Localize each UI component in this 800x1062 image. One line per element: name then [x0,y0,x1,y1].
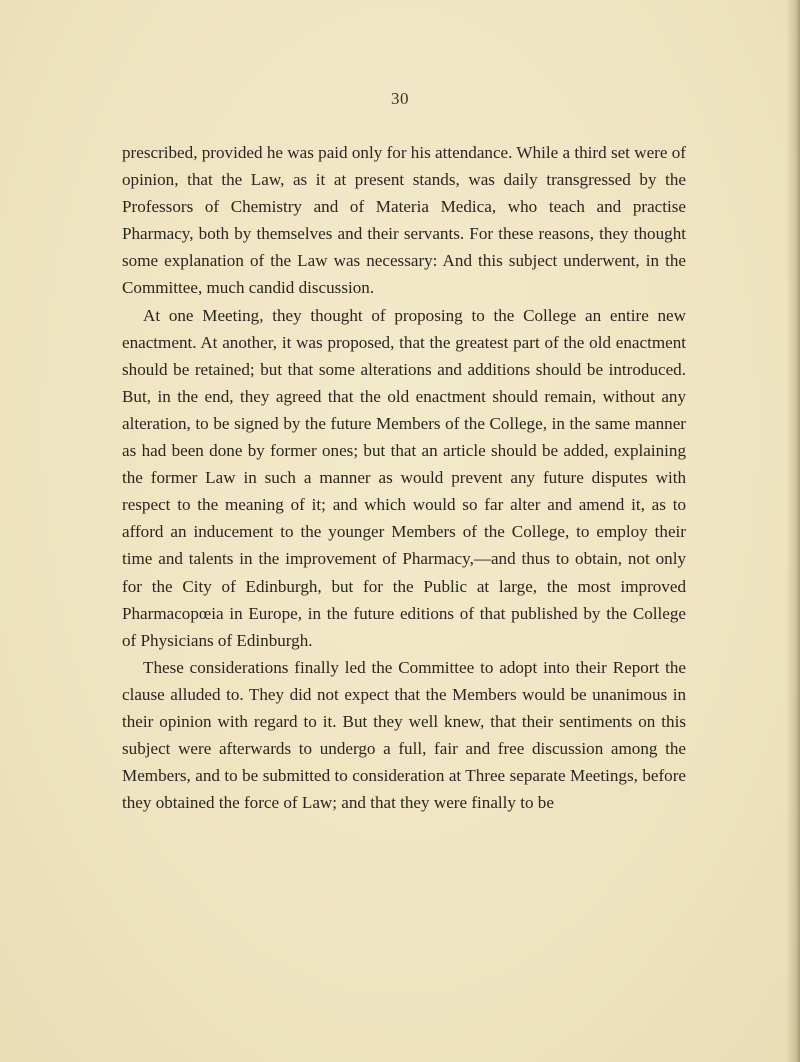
body-text [122,139,686,816]
page-number: 30 [391,89,409,108]
paragraph: At one Meeting, they thought of proposing to the College an entire new enactment. At another, it was proposed, that the greatest part of the old enactment should be retained; but that some alterations and additions should be introduced. But, in the end, they agreed that the old enactment should remain, without any alteration, to be signed by the future Members of the College, in the same manner as had been done by former ones; but that an article should be added, explaining the former Law in such a manner as would prevent any future disputes with respect to the meaning of it; and which would so far alter and amend it, as to afford an inducement to the younger Members of the College, to employ their time and talents in the improvement of Pharmacy,—and thus to obtain, not only for the City of Edinburgh, but for the Public at large, the most improved Pharmacopœia in Europe, in the future editions of that published by the College of Physicians of Edinburgh. [122,305,686,650]
page-edge-shadow [786,0,800,1062]
paragraph: These considerations finally led the Committee to adopt into their Report the clause alluded to. They did not expect that the Members would be unanimous in their opinion with regard to it. But they well knew, that their sentiments on this subject were afterwards to undergo a full, fair and free discussion among the Members, and to be submitted to consideration at Three separate Meetings, before they obtained the force of Law; and that they were finally to be [122,657,686,813]
paragraph: prescribed, provided he was paid only for his attendance. While a third set were of opinion, that the Law, as it at present stands, was daily transgressed by the Professors of Chemistry and of Materia Medica, who teach and practise Pharmacy, both by themselves and their servants. For these reasons, they thought some explanation of the Law was necessary: And this subject underwent, in the Committee, much candid discussion. [122,143,686,298]
